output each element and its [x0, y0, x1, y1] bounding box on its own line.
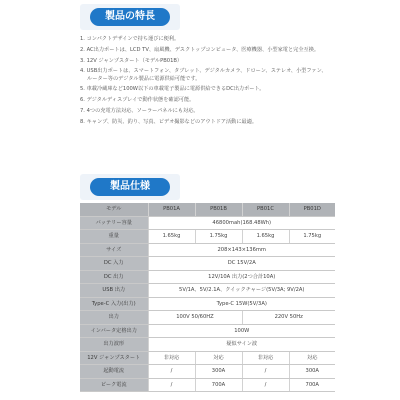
spec-value: /: [148, 365, 195, 379]
feature-item: 1. コンパクトデザインで持ち運びに便利。: [80, 36, 180, 42]
spec-row-inverter: [80, 324, 335, 338]
spec-value: 5V/1A、5V/2.1A、クイックチャージ(5V/3A; 9V/2A): [148, 284, 335, 298]
feature-item: 2. AC出力ポートは、LCD TV、扇風機、デスクトップコンピュータ、医療機器、小型家電と完全互換。: [80, 46, 320, 53]
feature-item: 6. デジタルディスプレイで動作状態を確認可能。: [80, 97, 195, 104]
spec-label: インバータ定格出力: [80, 324, 148, 338]
spec-row-output: [80, 311, 335, 325]
spec-row-size: [80, 243, 335, 257]
spec-value: /: [148, 378, 195, 392]
spec-title: 製品仕様: [90, 178, 170, 196]
spec-value: 1.75kg: [289, 230, 335, 244]
spec-value: 46800mah(168.48Wh): [148, 216, 335, 230]
feature-item: 7. 4つの充電方法対応、ソーラーパネルにも対応。: [80, 107, 199, 114]
spec-banner: [80, 174, 180, 200]
spec-label: 出力: [80, 311, 148, 325]
spec-label: 起動電流: [80, 365, 148, 379]
spec-value: Type-C 15W(5V/3A): [148, 297, 335, 311]
spec-value: 対応: [289, 351, 335, 365]
spec-value: 700A: [289, 378, 335, 392]
spec-label: DC 入力: [80, 257, 148, 271]
spec-value: /: [242, 378, 289, 392]
spec-value: 非対応: [148, 351, 195, 365]
spec-value: 1.75kg: [195, 230, 242, 244]
feature-item: 5. 車載冷蔵庫など100W以下の車載電子製品に電源供給できるDC出力ポート。: [80, 86, 265, 93]
model-cell: PB01B: [195, 203, 242, 216]
spec-label: バッテリー容量: [80, 216, 148, 230]
spec-label: ピーク電流: [80, 378, 148, 392]
feature-item: 8. キャンプ、防災、釣り、写真、ビデオ撮影などのアウトドア活動に最適。: [80, 118, 258, 125]
spec-row-battery: [80, 216, 335, 230]
features-title: 製品の特長: [90, 8, 170, 26]
spec-value: 非対応: [242, 351, 289, 365]
spec-label: 出力波形: [80, 338, 148, 352]
spec-label: 重量: [80, 230, 148, 244]
spec-label: モデル: [80, 203, 148, 216]
spec-row-usb-output: [80, 284, 335, 298]
model-cell: PB01C: [242, 203, 289, 216]
spec-value: 1.65kg: [148, 230, 195, 244]
spec-value: 220V 50Hz: [242, 311, 335, 325]
spec-value: DC 15V/2A: [148, 257, 335, 271]
spec-label: USB 出力: [80, 284, 148, 298]
spec-value: 700A: [195, 378, 242, 392]
spec-label: Type-C 入力(出力): [80, 297, 148, 311]
feature-item: 3. 12V ジャンプスタート（モデルPB01B）: [80, 57, 183, 64]
spec-row-weight: [80, 230, 335, 244]
spec-value: 100V 50/60HZ: [148, 311, 242, 325]
features-banner: [80, 4, 180, 30]
spec-row-jumpstart: [80, 351, 335, 365]
spec-value: 300A: [289, 365, 335, 379]
spec-value: /: [242, 365, 289, 379]
spec-value: 100W: [148, 324, 335, 338]
spec-value: 12V/10A 出力(2つ合計10A): [148, 270, 335, 284]
spec-row-peak-current: [80, 378, 335, 392]
spec-value: 300A: [195, 365, 242, 379]
spec-row-dc-output: [80, 270, 335, 284]
spec-row-dc-input: [80, 257, 335, 271]
spec-value: 208×143×136mm: [148, 243, 335, 257]
spec-value: 対応: [195, 351, 242, 365]
spec-row-model: [80, 203, 335, 216]
spec-label: 12V ジャンプスタート: [80, 351, 148, 365]
spec-row-typec: [80, 297, 335, 311]
model-cell: PB01D: [289, 203, 335, 216]
features-list: [80, 36, 330, 130]
feature-item: 4. USB出力ポートは、スマートフォン、タブレット、デジタルカメラ、ドローン、ステレオ、小型ファン、ルーター等のデジタル製品に電源供給可能です。: [80, 68, 327, 82]
spec-label: DC 出力: [80, 270, 148, 284]
spec-table: [80, 203, 335, 392]
model-cell: PB01A: [148, 203, 195, 216]
spec-value: 疑似サイン波: [148, 338, 335, 352]
spec-label: サイズ: [80, 243, 148, 257]
spec-value: 1.65kg: [242, 230, 289, 244]
spec-row-waveform: [80, 338, 335, 352]
spec-row-start-current: [80, 365, 335, 379]
